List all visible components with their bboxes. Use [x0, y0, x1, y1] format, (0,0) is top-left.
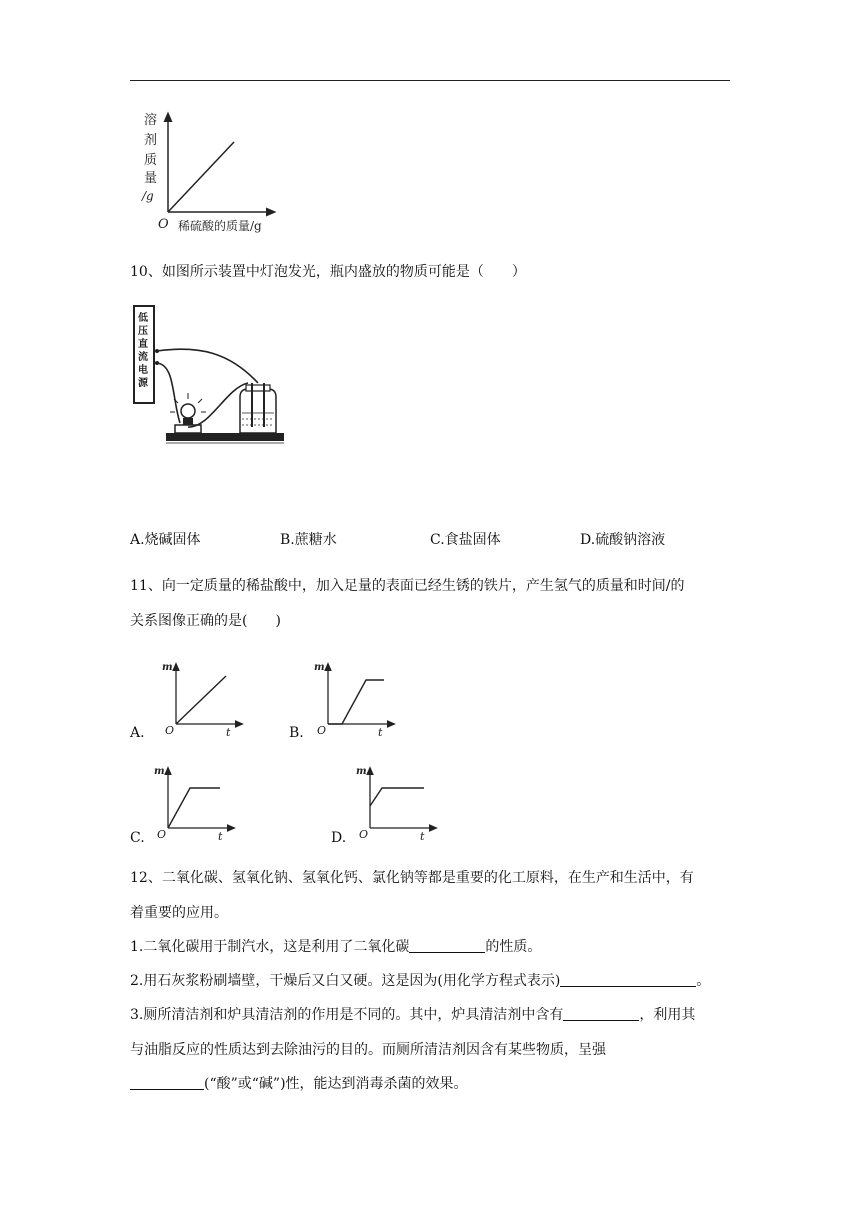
q11-option-d-label: D.	[331, 830, 347, 846]
q12-s3-line3-post: (“酸”或“碱”)性，能达到消毒杀菌的效果。	[204, 1076, 468, 1092]
q10-option-a-text: 烧碱固体	[144, 532, 201, 548]
q9-ylabel-1: 溶	[144, 113, 158, 128]
q11-option-c-label: C.	[130, 830, 145, 846]
q11-a-curve	[176, 676, 226, 724]
q11-a-origin: O	[165, 724, 175, 737]
q12-blank-2[interactable]	[560, 972, 696, 987]
q11-d-ylabel: m	[356, 766, 367, 777]
q12-s1-pre: 1.二氧化碳用于制汽水，这是利用了二氧化碳	[130, 939, 410, 955]
q10-option-c-letter: C.	[430, 532, 445, 548]
q11-b-origin: O	[317, 724, 327, 737]
q10-label-2: 压	[138, 326, 148, 337]
q9-ylabel-3: 质	[144, 153, 158, 168]
header-rule	[130, 80, 730, 81]
q12-s3-line2: 与油脂反应的性质达到去除油污的目的。而厕所清洁剂因含有某些物质，呈强	[130, 1042, 606, 1058]
q10-option-b-text: 蔗糖水	[294, 532, 337, 548]
q11-stem-line2: 关系图像正确的是( )	[130, 613, 281, 629]
q10-label-1: 低	[138, 313, 148, 324]
q10-option-b-letter: B.	[280, 532, 295, 548]
q11-option-b-label: B.	[289, 725, 304, 741]
q11-b-curve	[328, 680, 384, 724]
q9-ylabel-5: /g	[142, 189, 154, 203]
q11-graph-a	[158, 656, 248, 740]
q12-s3-line3	[130, 1074, 468, 1094]
q11-graph-c	[150, 760, 240, 844]
q10-option-d-text: 硫酸钠溶液	[595, 532, 666, 548]
q12-s2-post: 。	[696, 973, 711, 989]
q10-label-6: 源	[138, 378, 148, 389]
q10-stem: 10、如图所示装置中灯泡发光，瓶内盛放的物质可能是（ ）	[130, 264, 526, 280]
q9-xlabel: 稀硫酸的质量/g	[178, 219, 262, 233]
q12-blank-1[interactable]	[409, 938, 485, 953]
q12-line2: 着重要的应用。	[130, 905, 228, 921]
q11-c-origin: O	[157, 828, 167, 841]
q10-label-5: 电	[138, 365, 148, 376]
q12-s3-post: ，利用其	[639, 1007, 696, 1023]
q11-option-a-label: A.	[130, 725, 145, 741]
q12-s1-post: 的性质。	[485, 939, 542, 955]
q12-blank-4[interactable]	[130, 1075, 204, 1090]
q10-option-c-text: 食盐固体	[444, 532, 501, 548]
q11-graph-b	[310, 656, 400, 740]
q11-c-curve	[168, 788, 220, 828]
q11-a-ylabel: m	[162, 662, 173, 673]
q9-line	[168, 142, 234, 212]
q9-graph	[138, 108, 288, 238]
q10-option-d-letter: D.	[580, 532, 596, 548]
q10-label-3: 直	[138, 339, 148, 350]
bottle-icon	[240, 383, 276, 433]
q11-d-xlabel: t	[420, 830, 425, 843]
q9-origin: O	[158, 217, 169, 232]
q12-s1	[130, 937, 541, 957]
q9-ylabel-4: 量	[144, 171, 158, 186]
q10-option-a-letter: A.	[130, 532, 145, 548]
q10-label-4: 流	[138, 352, 148, 363]
q11-graph-d	[352, 760, 442, 844]
q12-s3-pre: 3.厕所清洁剂和炉具清洁剂的作用是不同的。其中，炉具清洁剂中含有	[130, 1007, 564, 1023]
q9-ylabel-2: 剂	[144, 133, 158, 148]
q11-c-ylabel: m	[154, 766, 165, 777]
q12-blank-3[interactable]	[563, 1006, 639, 1021]
q11-stem-line1: 11、向一定质量的稀盐酸中，加入足量的表面已经生锈的铁片，产生氢气的质量和时间/的	[130, 578, 685, 594]
q12-line1: 12、二氧化碳、氢氧化钠、氢氧化钙、氯化钠等都是重要的化工原料，在生产和生活中，有	[130, 870, 694, 886]
q12-s3-line1	[130, 1005, 695, 1025]
q12-s2	[130, 971, 710, 991]
q10-option-a	[130, 530, 201, 550]
q11-a-xlabel: t	[226, 726, 231, 739]
q10-option-d	[580, 530, 665, 550]
q10-option-c	[430, 530, 501, 550]
q11-c-xlabel: t	[218, 830, 223, 843]
q10-apparatus	[130, 303, 290, 463]
q11-b-xlabel: t	[378, 726, 383, 739]
q11-d-origin: O	[359, 828, 369, 841]
q11-b-ylabel: m	[314, 662, 325, 673]
q11-d-curve	[370, 788, 424, 806]
q10-option-b	[280, 530, 337, 550]
q12-s2-pre: 2.用石灰浆粉刷墙壁，干燥后又白又硬。这是因为(用化学方程式表示)	[130, 973, 561, 989]
